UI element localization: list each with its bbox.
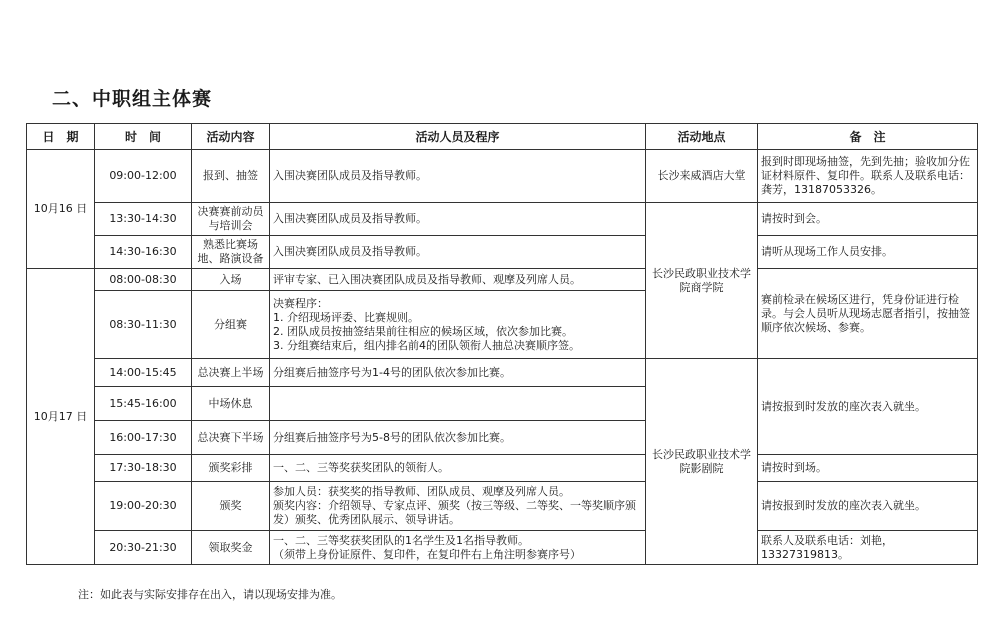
program-cell — [270, 359, 646, 387]
activity-cell: 领取奖金 — [192, 531, 270, 565]
header-remarks: 备 注 — [758, 124, 978, 150]
footnote: 注：如此表与实际安排存在出入，请以现场安排为准。 — [78, 588, 342, 601]
time-cell: 08:00-08:30 — [95, 269, 192, 291]
table-row — [27, 359, 978, 387]
program-cell — [270, 291, 646, 359]
activity-cell: 分组赛 — [192, 291, 270, 359]
remarks-cell: 请按时到场。 — [758, 455, 978, 482]
remarks-cell: 联系人及联系电话：刘艳，13327319813。 — [758, 531, 978, 565]
program-line: 分组赛后抽签序号为1-4号的团队依次参加比赛。 — [273, 365, 511, 379]
time-cell: 09:00-12:00 — [95, 150, 192, 203]
header-program: 活动人员及程序 — [270, 124, 646, 150]
table-row — [27, 236, 978, 269]
table-row — [27, 150, 978, 203]
time-cell: 08:30-11:30 — [95, 291, 192, 359]
remarks-cell: 赛前检录在候场区进行，凭身份证进行检录。与会人员听从现场志愿者指引，按抽签顺序依次候场、参赛。 — [758, 269, 978, 359]
time-cell: 13:30-14:30 — [95, 203, 192, 236]
program-line: 分组赛后抽签序号为5-8号的团队依次参加比赛。 — [273, 430, 511, 444]
table-row — [27, 203, 978, 236]
date-cell-16: 10月16 日 — [27, 150, 95, 269]
activity-cell: 颁奖 — [192, 482, 270, 531]
program-line: 3. 分组赛结束后，组内排名前4的团队领衔人抽总决赛顺序签。 — [273, 338, 580, 352]
time-cell: 19:00-20:30 — [95, 482, 192, 531]
time-cell: 17:30-18:30 — [95, 455, 192, 482]
program-line: （须带上身份证原件、复印件，在复印件右上角注明参赛序号） — [273, 547, 581, 561]
date-cell-17: 10月17 日 — [27, 269, 95, 565]
program-line: 颁奖内容：介绍领导、专家点评、颁奖（按三等级、二等奖、一等奖顺序颁发）颁奖、优秀团队展示、领导讲话。 — [273, 499, 636, 526]
program-cell — [270, 236, 646, 269]
table-row — [27, 482, 978, 531]
time-cell: 14:30-16:30 — [95, 236, 192, 269]
schedule-table — [26, 123, 978, 565]
program-line: 一、二、三等奖获奖团队的领衔人。 — [273, 461, 449, 474]
program-line: 1. 介绍现场评委、比赛规则。 — [273, 310, 419, 324]
table-header-row — [27, 124, 978, 150]
location-cell-business: 长沙民政职业技术学院商学院 — [646, 203, 758, 359]
program-cell — [270, 269, 646, 291]
program-line: 决赛程序： — [273, 296, 328, 310]
program-cell — [270, 455, 646, 482]
program-line: 评审专家、已入围决赛团队成员及指导教师、观摩及列席人员。 — [273, 272, 581, 286]
activity-cell: 熟悉比赛场地、路演设备 — [192, 236, 270, 269]
time-cell: 15:45-16:00 — [95, 387, 192, 421]
program-cell — [270, 150, 646, 203]
program-line: 参加人员：获奖奖的指导教师、团队成员、观摩及列席人员。 — [273, 485, 570, 498]
location-cell-theater: 长沙民政职业技术学院影剧院 — [646, 359, 758, 565]
header-activity: 活动内容 — [192, 124, 270, 150]
table-row — [27, 269, 978, 291]
program-line: 2. 团队成员按抽签结果前往相应的候场区域，依次参加比赛。 — [273, 324, 573, 338]
time-cell: 20:30-21:30 — [95, 531, 192, 565]
activity-cell: 总决赛上半场 — [192, 359, 270, 387]
program-cell — [270, 421, 646, 455]
program-line: 入围决赛团队成员及指导教师。 — [273, 212, 427, 225]
remarks-cell: 请按报到时发放的座次表入就坐。 — [758, 359, 978, 455]
program-cell — [270, 531, 646, 565]
remarks-cell: 请按报到时发放的座次表入就坐。 — [758, 482, 978, 531]
program-line: 入围决赛团队成员及指导教师。 — [273, 169, 427, 182]
table-row — [27, 531, 978, 565]
location-cell-hotel: 长沙来威酒店大堂 — [646, 150, 758, 203]
program-cell — [270, 387, 646, 421]
program-cell — [270, 482, 646, 531]
program-cell — [270, 203, 646, 236]
remarks-cell: 报到时即现场抽签，先到先抽；验收加分佐证材料原件、复印件。联系人及联系电话：龚芳，13187053326。 — [758, 150, 978, 203]
remarks-cell: 请听从现场工作人员安排。 — [758, 236, 978, 269]
time-cell: 14:00-15:45 — [95, 359, 192, 387]
activity-cell: 决赛赛前动员与培训会 — [192, 203, 270, 236]
header-time: 时 间 — [95, 124, 192, 150]
header-location: 活动地点 — [646, 124, 758, 150]
activity-cell: 入场 — [192, 269, 270, 291]
section-title: 二、中职组主体赛 — [52, 88, 213, 110]
program-line: 一、二、三等奖获奖团队的1名学生及1名指导教师。 — [273, 533, 529, 547]
time-cell: 16:00-17:30 — [95, 421, 192, 455]
header-date: 日 期 — [27, 124, 95, 150]
activity-cell: 颁奖彩排 — [192, 455, 270, 482]
program-line: 入围决赛团队成员及指导教师。 — [273, 245, 427, 258]
table-row — [27, 455, 978, 482]
activity-cell: 报到、抽签 — [192, 150, 270, 203]
activity-cell: 中场休息 — [192, 387, 270, 421]
activity-cell: 总决赛下半场 — [192, 421, 270, 455]
remarks-cell: 请按时到会。 — [758, 203, 978, 236]
